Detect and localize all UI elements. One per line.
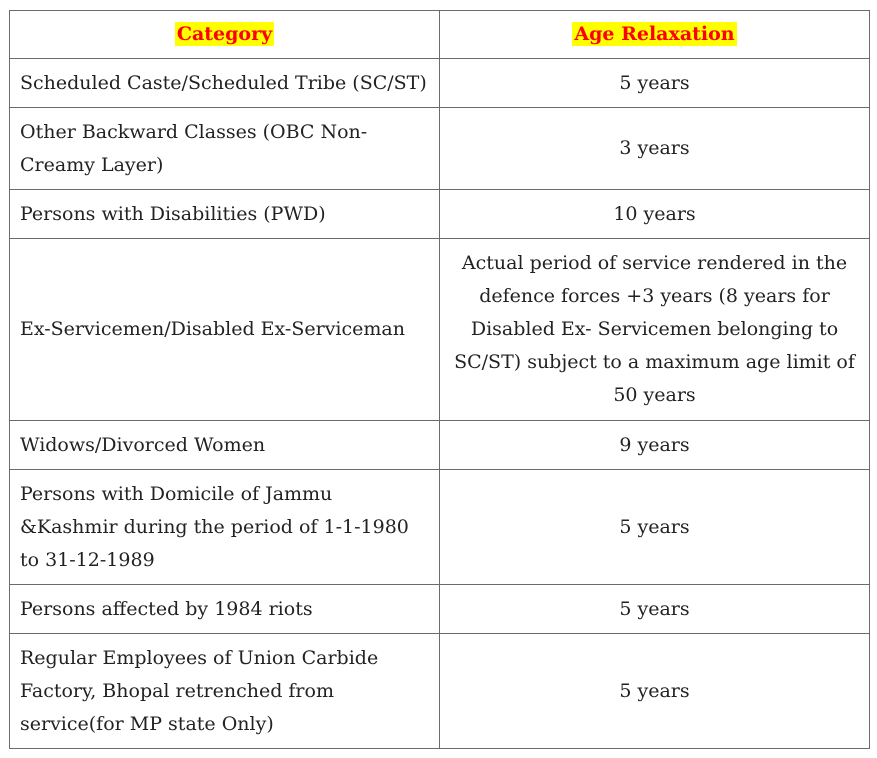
table-row — [10, 239, 870, 421]
header-age-relaxation-label: Age Relaxation — [574, 23, 735, 45]
category-cell: Regular Employees of Union Carbide Factory, Bhopal retrenched from service(for MP state Only) — [10, 634, 440, 749]
table-row — [10, 108, 870, 190]
table-row — [10, 421, 870, 470]
header-category — [10, 11, 440, 59]
category-cell: Persons with Disabilities (PWD) — [10, 190, 440, 239]
age-relaxation-cell: 10 years — [440, 190, 870, 239]
table-body — [10, 59, 870, 749]
table-row — [10, 59, 870, 108]
age-relaxation-cell: Actual period of service rendered in the defence forces +3 years (8 years for Disabled Ex- Servicemen belonging to SC/ST) subject to a maximum age limit of 50 years — [440, 239, 870, 421]
category-cell: Persons affected by 1984 riots — [10, 585, 440, 634]
age-relaxation-cell: 9 years — [440, 421, 870, 470]
category-cell: Scheduled Caste/Scheduled Tribe (SC/ST) — [10, 59, 440, 108]
header-row — [10, 11, 870, 59]
header-age-relaxation — [440, 11, 870, 59]
table-header — [10, 11, 870, 59]
age-relaxation-table — [9, 10, 870, 749]
age-relaxation-cell: 5 years — [440, 59, 870, 108]
category-cell: Ex-Servicemen/Disabled Ex-Serviceman — [10, 239, 440, 421]
age-relaxation-cell: 5 years — [440, 470, 870, 585]
table-row — [10, 470, 870, 585]
table-row — [10, 190, 870, 239]
category-cell: Widows/Divorced Women — [10, 421, 440, 470]
age-relaxation-cell: 3 years — [440, 108, 870, 190]
age-relaxation-cell: 5 years — [440, 585, 870, 634]
age-relaxation-cell: 5 years — [440, 634, 870, 749]
table-row — [10, 634, 870, 749]
header-category-label: Category — [176, 23, 273, 45]
category-cell: Persons with Domicile of Jammu &Kashmir during the period of 1-1-1980 to 31-12-1989 — [10, 470, 440, 585]
table-row — [10, 585, 870, 634]
category-cell: Other Backward Classes (OBC Non-Creamy Layer) — [10, 108, 440, 190]
